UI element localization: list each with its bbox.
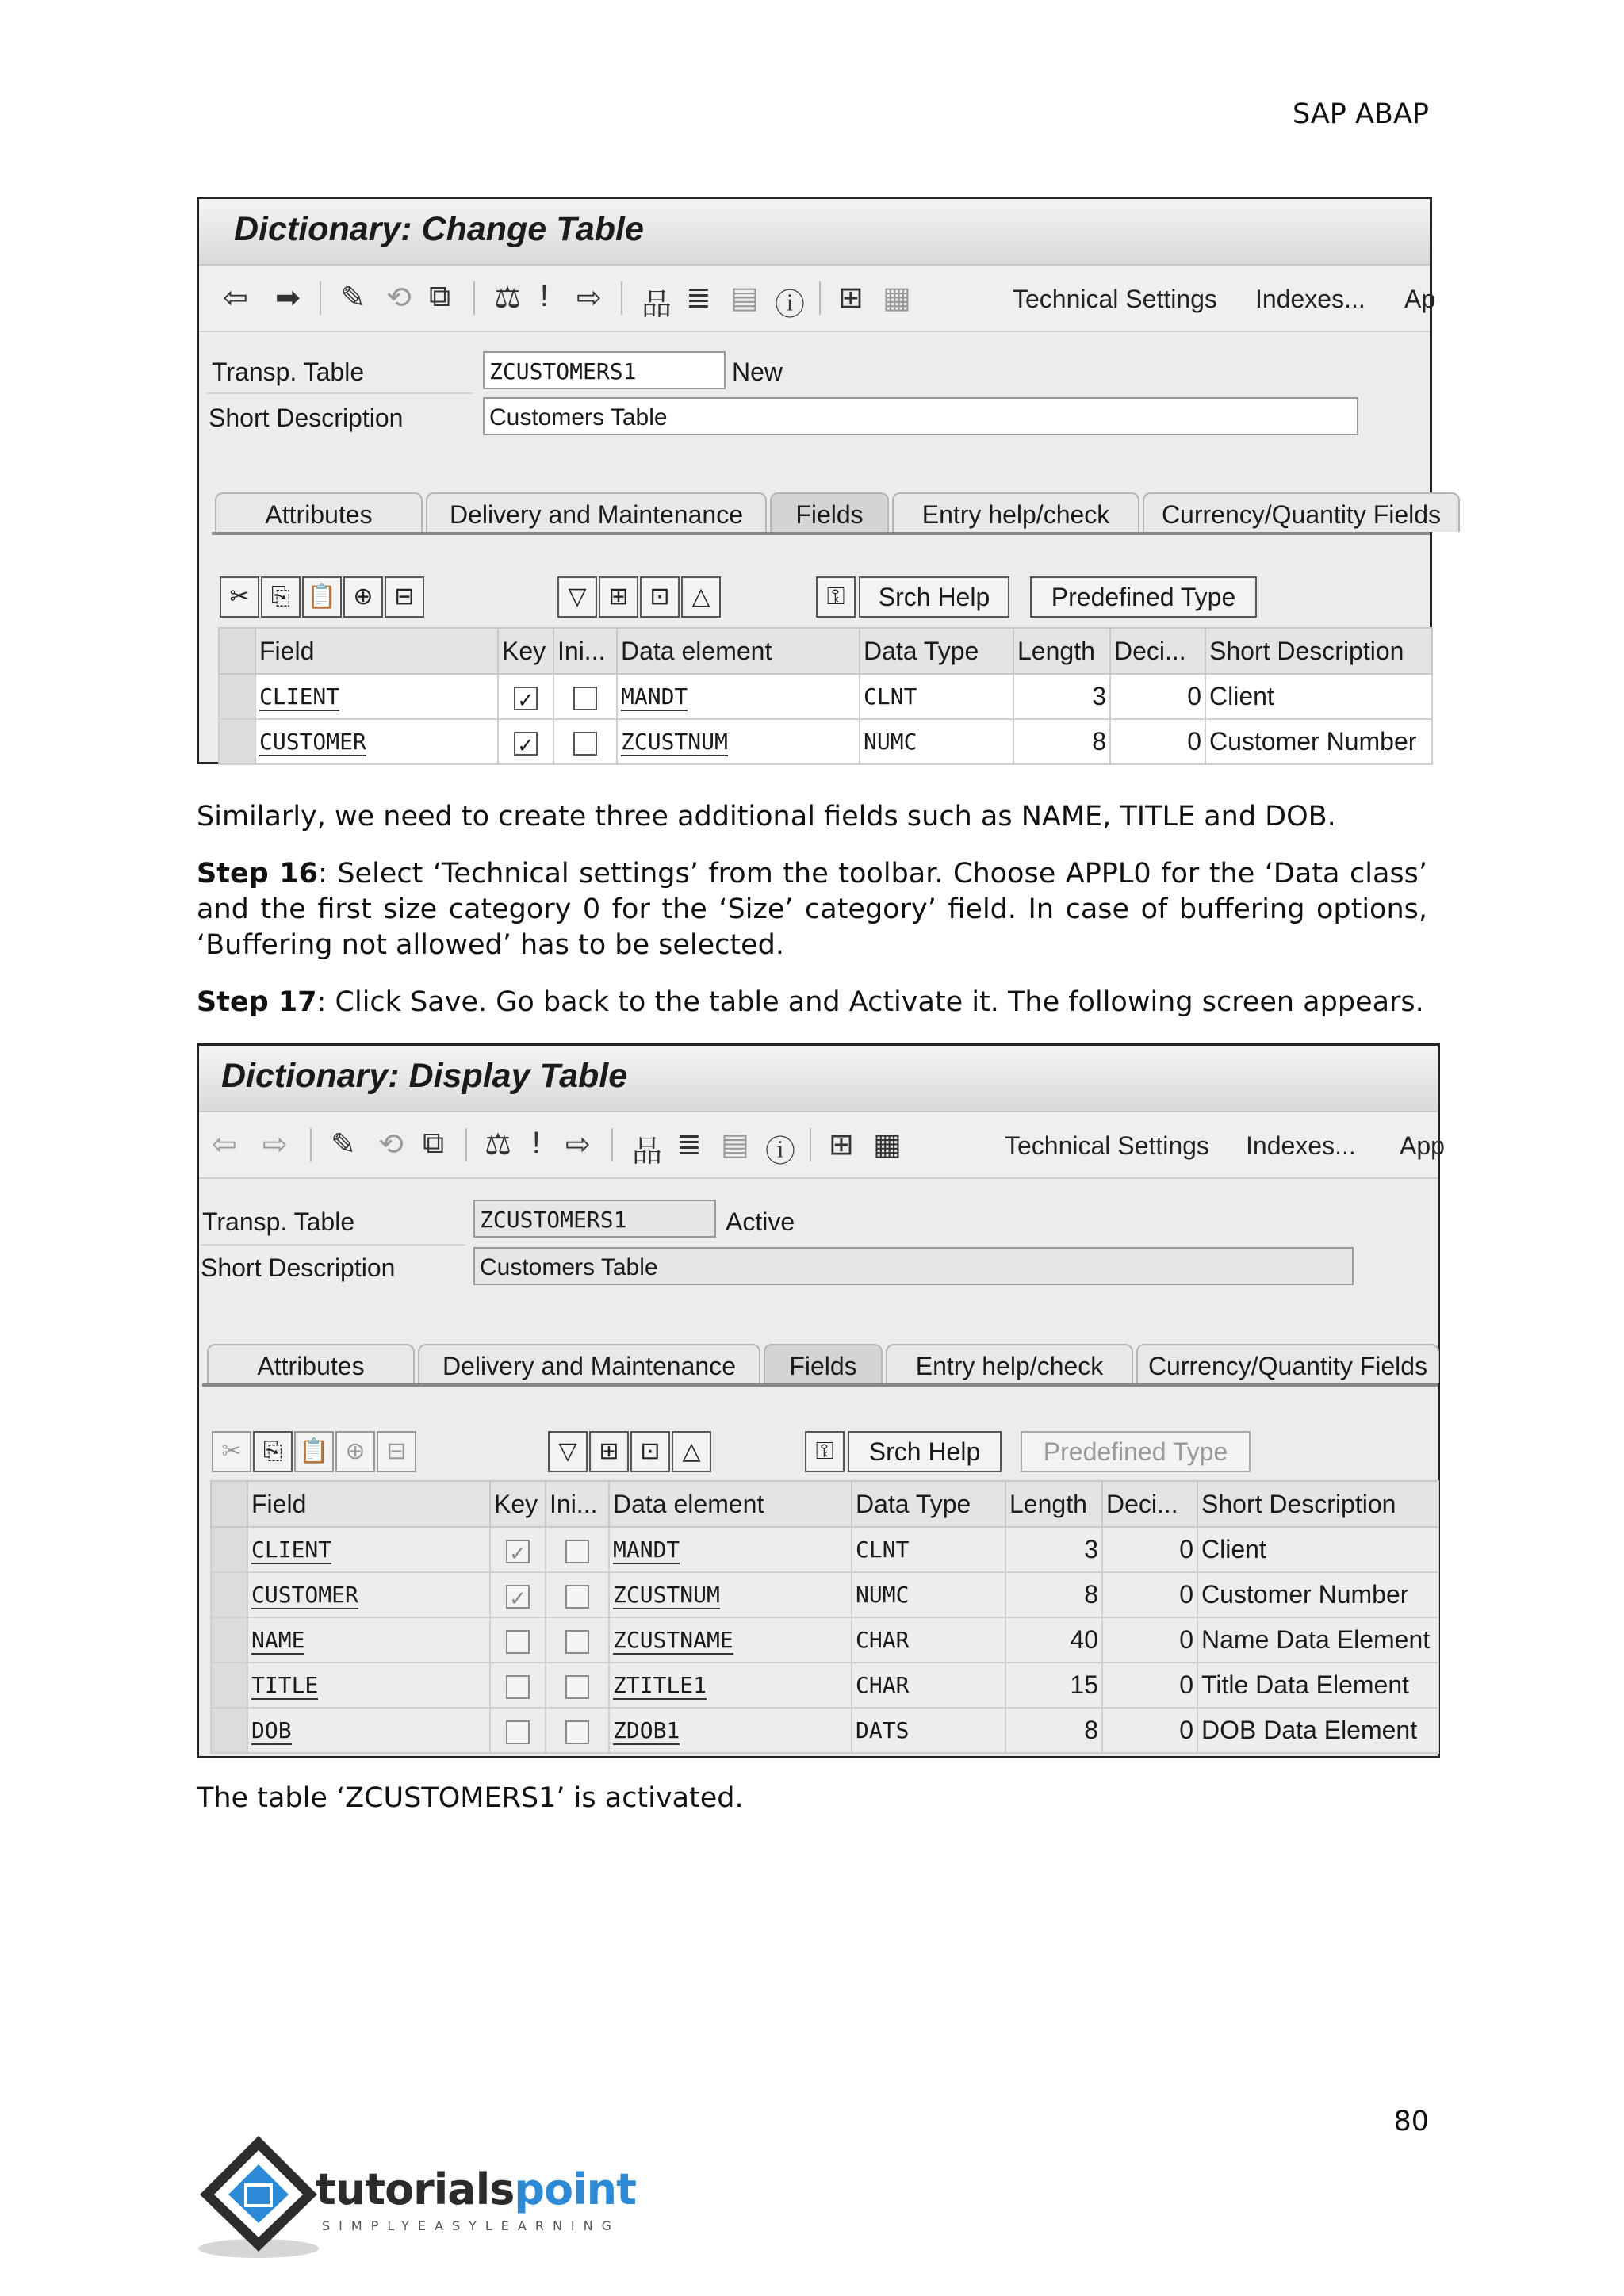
data-element: ZTITLE1: [613, 1672, 707, 1698]
tab-underline: [202, 1383, 1438, 1387]
forward-arrow-icon[interactable]: ⇨: [262, 1128, 288, 1161]
data-element-cell[interactable]: [617, 674, 860, 719]
table-status: Active: [726, 1207, 795, 1236]
short-description-field[interactable]: Customers Table: [483, 397, 1358, 435]
data-element-cell[interactable]: [609, 1572, 852, 1617]
short-description-cell: Customer Number: [1205, 719, 1432, 764]
row-selector[interactable]: [211, 1527, 247, 1572]
decimals-cell: 0: [1102, 1708, 1197, 1753]
field-name-cell[interactable]: [247, 1617, 490, 1663]
field-name: CLIENT: [251, 1536, 332, 1563]
column-header[interactable]: Short Description: [1197, 1481, 1438, 1527]
column-header[interactable]: Short Description: [1205, 628, 1432, 674]
field-name: TITLE: [251, 1672, 319, 1698]
sap-change-table-screen: [197, 197, 1442, 764]
structure-icon[interactable]: ⊞: [829, 1128, 854, 1161]
display-object-list-icon[interactable]: ▤: [730, 281, 759, 315]
toggle-icon[interactable]: ⟲: [378, 1128, 404, 1161]
short-description-cell: Name Data Element: [1197, 1617, 1438, 1663]
row-selector[interactable]: [211, 1663, 247, 1708]
key-checkbox[interactable]: ✓: [514, 687, 538, 710]
transp-table-field[interactable]: ZCUSTOMERS1: [483, 351, 726, 389]
transp-table-label: Transp. Table: [212, 358, 365, 386]
key-cell[interactable]: [498, 674, 553, 719]
search-help-key-icon[interactable]: ⚿: [816, 576, 856, 618]
hierarchy-icon[interactable]: 品: [632, 1135, 663, 1169]
structure-icon[interactable]: ⊞: [838, 281, 864, 315]
srch-help-button[interactable]: Srch Help: [859, 576, 1009, 618]
title-bar: [199, 199, 1430, 266]
length-cell: 15: [1005, 1663, 1102, 1708]
edit-pencil-icon[interactable]: ✎: [331, 1128, 356, 1161]
decimals-cell: 0: [1102, 1527, 1197, 1572]
field-name-cell[interactable]: [247, 1663, 490, 1708]
initial-cell[interactable]: [553, 719, 617, 764]
data-type-cell: CLNT: [852, 1527, 1005, 1572]
back-arrow-icon[interactable]: ⇦: [212, 1128, 237, 1161]
table-toolbar: [212, 1431, 1401, 1479]
fields-table: [210, 1480, 1439, 1754]
tab-attributes[interactable]: Attributes: [207, 1344, 415, 1383]
data-element: ZCUSTNUM: [621, 729, 728, 755]
logo-wordmark: [316, 2164, 636, 2214]
column-header[interactable]: Deci...: [1110, 628, 1205, 674]
where-used-icon[interactable]: ⇨: [576, 281, 602, 315]
toolbar-separator: [621, 281, 622, 315]
initial-cell[interactable]: [546, 1663, 609, 1708]
paragraph-step-16: [197, 856, 1427, 963]
logo-text-part2: point: [514, 2164, 636, 2214]
row-selector[interactable]: [211, 1617, 247, 1663]
table-row: [219, 674, 1432, 719]
key-checkbox[interactable]: ✓: [506, 1585, 530, 1609]
other-object-icon[interactable]: ⧉: [429, 280, 451, 313]
decimals-cell: 0: [1102, 1663, 1197, 1708]
srch-help-button[interactable]: Srch Help: [848, 1431, 1002, 1472]
tab-currency-quantity[interactable]: Currency/Quantity Fields: [1143, 492, 1460, 532]
initial-cell[interactable]: [553, 674, 617, 719]
transp-table-field[interactable]: ZCUSTOMERS1: [473, 1200, 716, 1238]
tab-currency-quantity[interactable]: Currency/Quantity Fields: [1136, 1344, 1439, 1383]
initial-cell[interactable]: [546, 1617, 609, 1663]
short-description-label: Short Description: [209, 404, 404, 432]
append-structure-button[interactable]: Ap: [1404, 285, 1436, 313]
table-grid-icon[interactable]: ▦: [873, 1128, 902, 1161]
decimals-cell: 0: [1110, 719, 1205, 764]
select-all-cell[interactable]: [219, 628, 255, 674]
row-selector[interactable]: [219, 719, 255, 764]
key-checkbox[interactable]: ✓: [514, 732, 538, 756]
data-type-cell: CLNT: [860, 674, 1013, 719]
check-icon[interactable]: ⚖: [494, 281, 522, 315]
column-header[interactable]: Field: [255, 628, 498, 674]
insert-row-icon[interactable]: ⊕: [335, 1431, 375, 1472]
table-row: [219, 719, 1432, 764]
logo-tagline: SIMPLYEASYLEARNING: [322, 2218, 621, 2233]
field-name-cell[interactable]: [255, 719, 498, 764]
column-header[interactable]: Data element: [609, 1481, 852, 1527]
field-name-cell[interactable]: [247, 1708, 490, 1753]
predefined-type-button[interactable]: Predefined Type: [1030, 576, 1257, 618]
short-description-cell: Title Data Element: [1197, 1663, 1438, 1708]
data-type-cell: CHAR: [852, 1617, 1005, 1663]
application-toolbar: [199, 266, 1436, 332]
append-structure-button[interactable]: App: [1400, 1131, 1445, 1160]
data-type-cell: NUMC: [860, 719, 1013, 764]
decimals-cell: 0: [1102, 1572, 1197, 1617]
decimals-cell: 0: [1110, 674, 1205, 719]
delete-row-icon[interactable]: ⊟: [385, 576, 424, 618]
activate-icon[interactable]: ǃ: [532, 1127, 541, 1160]
collapse-icon[interactable]: ⊡: [640, 576, 680, 618]
table-row: [211, 1527, 1438, 1572]
fields-table: [218, 627, 1433, 765]
toolbar-separator: [611, 1128, 613, 1161]
check-icon[interactable]: ⚖: [485, 1128, 512, 1161]
field-name: CLIENT: [259, 683, 340, 710]
tab-delivery-maintenance[interactable]: Delivery and Maintenance: [418, 1344, 760, 1383]
toolbar-separator: [810, 1128, 811, 1161]
step-16-label: Step 16: [197, 858, 319, 890]
tab-strip: [207, 1344, 1438, 1383]
indexes-button[interactable]: Indexes...: [1255, 285, 1365, 313]
field-name: CUSTOMER: [259, 729, 366, 755]
decimals-cell: 0: [1102, 1617, 1197, 1663]
filter-icon[interactable]: ▽: [548, 1431, 588, 1472]
short-description-field[interactable]: Customers Table: [473, 1247, 1354, 1285]
key-checkbox[interactable]: [506, 1720, 530, 1744]
divider: [201, 1244, 465, 1246]
tab-fields[interactable]: Fields: [764, 1344, 883, 1383]
data-element-cell[interactable]: [617, 719, 860, 764]
initial-checkbox[interactable]: [573, 687, 597, 710]
technical-settings-button[interactable]: Technical Settings: [1013, 285, 1217, 313]
data-type-cell: NUMC: [852, 1572, 1005, 1617]
column-header[interactable]: Deci...: [1102, 1481, 1197, 1527]
transp-table-label: Transp. Table: [202, 1207, 355, 1236]
key-checkbox[interactable]: [506, 1630, 530, 1654]
filter-icon[interactable]: ▽: [557, 576, 597, 618]
edit-pencil-icon[interactable]: ✎: [340, 281, 366, 315]
short-description-cell: Client: [1205, 674, 1432, 719]
divider: [207, 392, 473, 394]
toolbar-separator: [819, 281, 821, 315]
column-header[interactable]: Data Type: [860, 628, 1013, 674]
table-grid-icon[interactable]: ▦: [883, 281, 911, 315]
technical-settings-button[interactable]: Technical Settings: [1005, 1131, 1209, 1160]
initial-checkbox[interactable]: [565, 1630, 589, 1654]
data-element-cell[interactable]: [609, 1617, 852, 1663]
other-object-icon[interactable]: ⧉: [423, 1127, 445, 1160]
table-toolbar: [220, 576, 1409, 624]
column-header[interactable]: Ini...: [546, 1481, 609, 1527]
tab-fields[interactable]: Fields: [770, 492, 889, 532]
page-number: 80: [1393, 2106, 1429, 2137]
paragraph-step-17: [197, 985, 1427, 1020]
expand-icon[interactable]: ⊞: [599, 576, 638, 618]
step-17-label: Step 17: [197, 986, 317, 1018]
column-header[interactable]: Key: [490, 1481, 546, 1527]
sort-up-icon[interactable]: △: [672, 1431, 711, 1472]
row-selector[interactable]: [219, 674, 255, 719]
table-row: [211, 1617, 1438, 1663]
title-bar: [199, 1046, 1438, 1112]
copy-icon[interactable]: ⎘: [253, 1431, 293, 1472]
initial-cell[interactable]: [546, 1527, 609, 1572]
expand-icon[interactable]: ⊞: [589, 1431, 629, 1472]
activate-icon[interactable]: ǃ: [540, 280, 549, 313]
length-cell: 40: [1005, 1617, 1102, 1663]
field-name-cell[interactable]: [255, 674, 498, 719]
toggle-icon[interactable]: ⟲: [386, 281, 412, 315]
paragraph-similarly: Similarly, we need to create three additional fields such as NAME, TITLE and DOB.: [197, 801, 1336, 832]
data-type-cell: DATS: [852, 1708, 1005, 1753]
length-cell: 3: [1005, 1527, 1102, 1572]
initial-checkbox[interactable]: [573, 732, 597, 756]
where-used-icon[interactable]: ⇨: [565, 1128, 591, 1161]
toolbar-separator: [320, 281, 321, 315]
tab-strip: [215, 492, 1442, 532]
data-element-cell[interactable]: [609, 1663, 852, 1708]
tab-entry-help[interactable]: Entry help/check: [886, 1344, 1133, 1383]
insert-row-icon[interactable]: ⊕: [343, 576, 383, 618]
step-16-text: : Select ‘Technical settings’ from the toolbar. Choose APPL0 for the ‘Data class’ and the first size category 0 for the ‘Size’ category’ field. In case of buffering options, ‘Buffering not allowed’ has to be selected.: [197, 858, 1427, 961]
data-type-cell: CHAR: [852, 1663, 1005, 1708]
logo-text-part1: tutorials: [316, 2164, 515, 2214]
data-element-cell[interactable]: [609, 1527, 852, 1572]
copy-icon[interactable]: ⎘: [261, 576, 301, 618]
field-name: CUSTOMER: [251, 1582, 358, 1608]
toolbar-separator: [465, 1128, 467, 1161]
select-all-cell[interactable]: [211, 1481, 247, 1527]
info-icon[interactable]: ⓘ: [765, 1135, 796, 1169]
table-row: [211, 1572, 1438, 1617]
key-cell[interactable]: [490, 1572, 546, 1617]
row-selector[interactable]: [211, 1708, 247, 1753]
data-element: MANDT: [613, 1536, 680, 1563]
tab-attributes[interactable]: Attributes: [215, 492, 423, 532]
paste-icon[interactable]: 📋: [302, 576, 342, 618]
tab-entry-help[interactable]: Entry help/check: [892, 492, 1139, 532]
row-selector[interactable]: [211, 1572, 247, 1617]
column-header[interactable]: Data Type: [852, 1481, 1005, 1527]
initial-checkbox[interactable]: [565, 1720, 589, 1744]
cut-icon[interactable]: ✂: [220, 576, 259, 618]
field-name-cell[interactable]: [247, 1527, 490, 1572]
application-toolbar: [199, 1112, 1445, 1179]
initial-checkbox[interactable]: [565, 1585, 589, 1609]
tab-delivery-maintenance[interactable]: Delivery and Maintenance: [426, 492, 767, 532]
paragraph-activated: The table ‘ZCUSTOMERS1’ is activated.: [197, 1782, 744, 1814]
logo-diamond-icon: [195, 2133, 322, 2260]
data-element: ZCUSTNAME: [613, 1627, 733, 1653]
table-status: New: [732, 358, 783, 386]
key-checkbox[interactable]: ✓: [506, 1540, 530, 1563]
delete-row-icon[interactable]: ⊟: [377, 1431, 416, 1472]
data-element: MANDT: [621, 683, 688, 710]
initial-checkbox[interactable]: [565, 1675, 589, 1699]
tab-underline: [212, 532, 1430, 535]
length-cell: 8: [1005, 1708, 1102, 1753]
forward-arrow-icon[interactable]: ➡: [275, 281, 301, 315]
key-cell[interactable]: [490, 1663, 546, 1708]
table-row: [211, 1708, 1438, 1753]
short-description-cell: Customer Number: [1197, 1572, 1438, 1617]
page-header: SAP ABAP: [1292, 98, 1429, 130]
key-checkbox[interactable]: [506, 1675, 530, 1699]
back-arrow-icon[interactable]: ⇦: [223, 281, 248, 315]
tutorialspoint-logo: [195, 2133, 636, 2260]
data-element: ZDOB1: [613, 1717, 680, 1743]
data-element-cell[interactable]: [609, 1708, 852, 1753]
stack-icon[interactable]: ≣: [676, 1128, 702, 1161]
paste-icon[interactable]: 📋: [294, 1431, 334, 1472]
column-header[interactable]: Ini...: [553, 628, 617, 674]
indexes-button[interactable]: Indexes...: [1246, 1131, 1356, 1160]
screen-title: Dictionary: Change Table: [234, 210, 644, 248]
field-name: NAME: [251, 1627, 305, 1653]
toolbar-separator: [310, 1128, 312, 1161]
collapse-icon[interactable]: ⊡: [630, 1431, 670, 1472]
length-cell: 8: [1013, 719, 1110, 764]
short-description-cell: DOB Data Element: [1197, 1708, 1438, 1753]
table-row: [211, 1663, 1438, 1708]
search-help-key-icon[interactable]: ⚿: [805, 1431, 845, 1472]
column-header[interactable]: Key: [498, 628, 553, 674]
length-cell: 3: [1013, 674, 1110, 719]
short-description-cell: Client: [1197, 1527, 1438, 1572]
display-object-list-icon[interactable]: ▤: [721, 1128, 749, 1161]
initial-checkbox[interactable]: [565, 1540, 589, 1563]
sap-display-table-screen: [197, 1043, 1445, 1758]
predefined-type-button[interactable]: Predefined Type: [1021, 1431, 1251, 1472]
data-element: ZCUSTNUM: [613, 1582, 720, 1608]
key-cell[interactable]: [498, 719, 553, 764]
screen-title: Dictionary: Display Table: [221, 1057, 628, 1095]
key-cell[interactable]: [490, 1708, 546, 1753]
key-cell[interactable]: [490, 1527, 546, 1572]
short-description-label: Short Description: [201, 1253, 396, 1282]
column-header[interactable]: Length: [1005, 1481, 1102, 1527]
initial-cell[interactable]: [546, 1708, 609, 1753]
stack-icon[interactable]: ≣: [686, 281, 711, 315]
toolbar-separator: [473, 281, 475, 315]
table-header-row: [211, 1481, 1438, 1527]
length-cell: 8: [1005, 1572, 1102, 1617]
hierarchy-icon[interactable]: 品: [642, 289, 672, 322]
key-cell[interactable]: [490, 1617, 546, 1663]
sort-up-icon[interactable]: △: [681, 576, 721, 618]
field-name: DOB: [251, 1717, 292, 1743]
column-header[interactable]: Length: [1013, 628, 1110, 674]
initial-cell[interactable]: [546, 1572, 609, 1617]
field-name-cell[interactable]: [247, 1572, 490, 1617]
cut-icon[interactable]: ✂: [212, 1431, 251, 1472]
column-header[interactable]: Data element: [617, 628, 860, 674]
table-header-row: [219, 628, 1432, 674]
info-icon[interactable]: ⓘ: [775, 289, 806, 322]
column-header[interactable]: Field: [247, 1481, 490, 1527]
step-17-text: : Click Save. Go back to the table and Activate it. The following screen appears.: [316, 986, 1424, 1018]
